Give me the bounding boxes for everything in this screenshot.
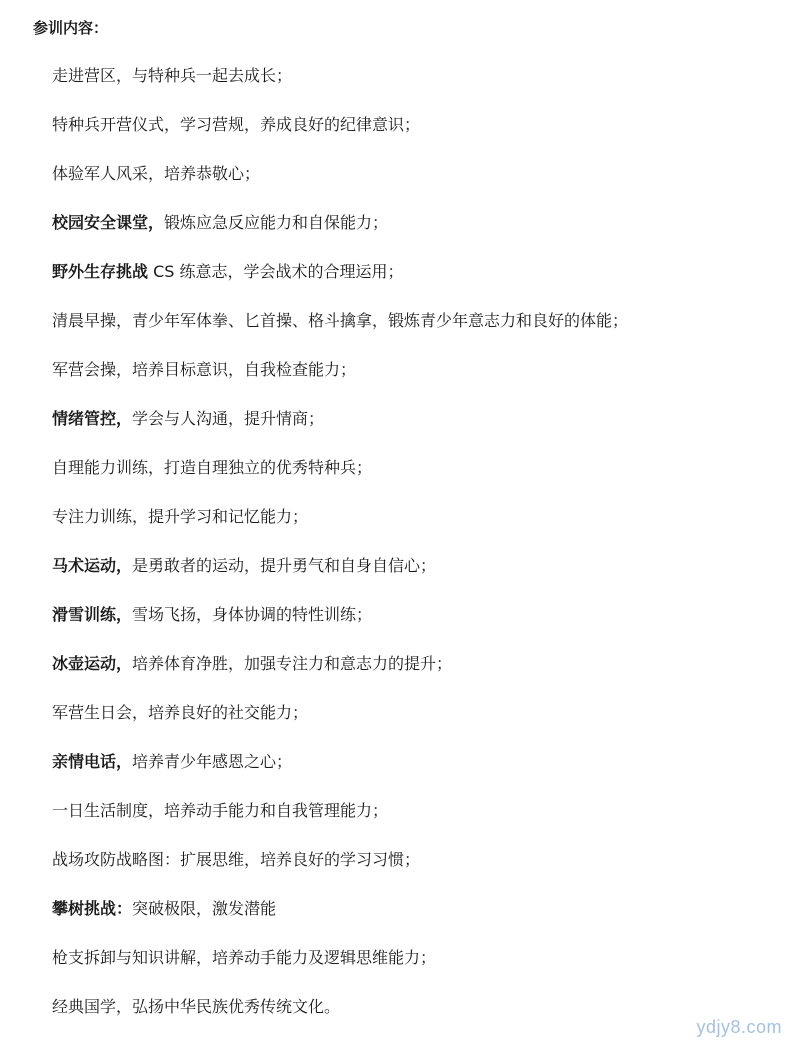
item-text: 军营生日会，培养良好的社交能力；: [52, 703, 309, 722]
list-item: [52, 849, 628, 898]
item-text: 是勇敢者的运动，提升勇气和自身自信心；: [132, 556, 437, 575]
item-text: 走进营区，与特种兵一起去成长；: [52, 66, 293, 85]
list-item: [52, 310, 628, 359]
item-bold-label: 攀树挑战：: [52, 899, 133, 918]
section-heading: 参训内容：: [33, 19, 109, 37]
item-text: 清晨早操，青少年军体拳、匕首操、格斗擒拿，锻炼青少年意志力和良好的体能；: [52, 311, 629, 330]
item-text: 培养青少年感恩之心；: [132, 752, 293, 771]
item-bold-label: 亲情电话，: [52, 752, 133, 771]
item-bold-label: 冰壶运动，: [52, 654, 133, 673]
item-text: 战场攻防战略图：扩展思维，培养良好的学习习惯；: [52, 850, 421, 869]
list-item: [52, 261, 628, 310]
item-text: 经典国学，弘扬中华民族优秀传统文化。: [52, 997, 341, 1016]
training-content-list: [52, 65, 628, 1045]
item-text: 锻炼应急反应能力和自保能力；: [164, 213, 389, 232]
list-item: [52, 947, 628, 996]
list-item: [52, 457, 628, 506]
item-text: 特种兵开营仪式，学习营规，养成良好的纪律意识；: [52, 115, 421, 134]
list-item: [52, 359, 628, 408]
item-bold-label: 滑雪训练，: [52, 605, 133, 624]
list-item: [52, 898, 628, 947]
list-item: [52, 702, 628, 751]
item-text: 自理能力训练，打造自理独立的优秀特种兵；: [52, 458, 373, 477]
list-item: [52, 604, 628, 653]
list-item: [52, 653, 628, 702]
item-text: 雪场飞扬，身体协调的特性训练；: [132, 605, 373, 624]
list-item: [52, 163, 628, 212]
list-item: [52, 555, 628, 604]
item-bold-label: 马术运动，: [52, 556, 133, 575]
item-text: 培养体育净胜，加强专注力和意志力的提升；: [132, 654, 453, 673]
item-text: 一日生活制度，培养动手能力和自我管理能力；: [52, 801, 389, 820]
list-item: [52, 408, 628, 457]
list-item: [52, 212, 628, 261]
item-bold-label: 校园安全课堂，: [52, 213, 165, 232]
item-text: 军营会操，培养目标意识，自我检查能力；: [52, 360, 357, 379]
list-item: [52, 800, 628, 849]
item-text: 枪支拆卸与知识讲解，培养动手能力及逻辑思维能力；: [52, 948, 437, 967]
list-item: [52, 996, 628, 1045]
item-bold-label: 野外生存挑战: [52, 262, 149, 281]
item-text: 学会与人沟通，提升情商；: [132, 409, 325, 428]
list-item: [52, 65, 628, 114]
item-text: CS 练意志，学会战术的合理运用；: [148, 262, 404, 281]
list-item: [52, 114, 628, 163]
item-text: 体验军人风采，培养恭敬心；: [52, 164, 261, 183]
item-text: 突破极限，激发潜能: [132, 899, 277, 918]
item-text: 专注力训练，提升学习和记忆能力；: [52, 507, 309, 526]
list-item: [52, 506, 628, 555]
site-watermark: ydjy8.com: [696, 1017, 782, 1037]
item-bold-label: 情绪管控，: [52, 409, 133, 428]
list-item: [52, 751, 628, 800]
